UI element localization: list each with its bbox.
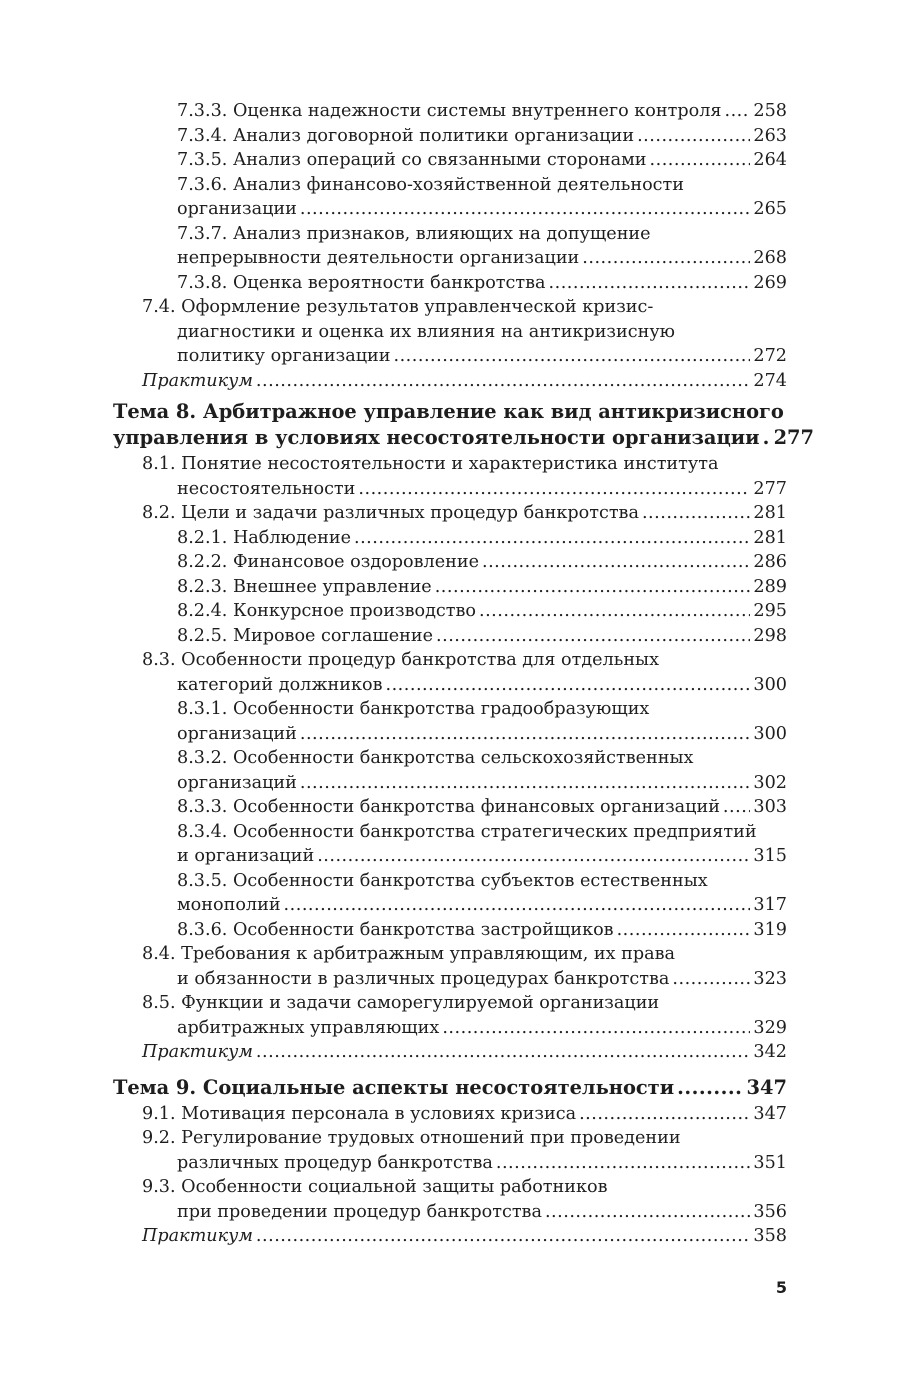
toc-entry-9-2[interactable] bbox=[113, 1126, 787, 1175]
page-ref: 323 bbox=[753, 968, 787, 989]
toc-entry-8-3-2[interactable] bbox=[113, 746, 787, 795]
entry-title: Внешнее управление bbox=[232, 576, 432, 597]
entry-title: Понятие несостоятельности и характеристика института bbox=[181, 454, 719, 474]
entry-title-continued: непрерывности деятельности организации bbox=[177, 248, 580, 268]
page-ref: 274 bbox=[753, 370, 787, 391]
toc-entry-8-1[interactable] bbox=[113, 452, 787, 501]
entry-title: Функции и задачи саморегулируемой организации bbox=[181, 993, 660, 1013]
dot-leader bbox=[256, 1040, 750, 1065]
toc-entry-8-5[interactable] bbox=[113, 991, 787, 1040]
dot-leader bbox=[358, 477, 750, 502]
entry-number: 8.5. bbox=[142, 993, 176, 1013]
entry-number: 8.3.5. bbox=[177, 870, 228, 891]
dot-leader bbox=[579, 1102, 750, 1127]
toc-entry-8-2-5[interactable] bbox=[113, 624, 787, 649]
entry-title-continued: организаций bbox=[177, 723, 297, 744]
dot-leader bbox=[763, 425, 771, 451]
entry-title-continued: и обязанности в различных процедурах банкротства bbox=[177, 968, 670, 989]
entry-number: 7.3.8. bbox=[177, 272, 228, 293]
entry-title: Конкурсное производство bbox=[232, 601, 476, 621]
dot-leader bbox=[482, 550, 750, 575]
entry-title-continued: различных процедур банкротства bbox=[177, 1152, 493, 1173]
dot-leader bbox=[442, 1016, 750, 1041]
toc-entry-7-3-3[interactable] bbox=[113, 99, 787, 124]
dot-leader bbox=[300, 722, 751, 747]
entry-number: 9.3. bbox=[142, 1177, 176, 1197]
entry-title: Мировое соглашение bbox=[232, 625, 434, 646]
page-ref: 329 bbox=[753, 1017, 787, 1038]
dot-leader bbox=[394, 344, 751, 369]
page-ref: 265 bbox=[753, 199, 787, 219]
toc-topic-8[interactable] bbox=[113, 399, 815, 451]
entry-number: 7.3.4. bbox=[177, 125, 228, 146]
page-ref: 300 bbox=[753, 723, 787, 744]
entry-title-continued: арбитражных управляющих bbox=[177, 1017, 440, 1038]
entry-title-continued: категорий должников bbox=[177, 674, 383, 695]
entry-number: 8.4. bbox=[142, 944, 176, 964]
entry-title-continued: при проведении процедур банкротства bbox=[177, 1201, 542, 1222]
page-ref: 315 bbox=[753, 846, 787, 866]
entry-title: Цели и задачи различных процедур банкротства bbox=[181, 503, 639, 523]
page-ref: 298 bbox=[753, 625, 787, 646]
entry-number: 7.3.3. bbox=[177, 101, 228, 121]
page-ref: 356 bbox=[753, 1201, 787, 1222]
page-ref: 277 bbox=[753, 478, 787, 499]
dot-leader bbox=[637, 124, 750, 149]
page-ref: 347 bbox=[746, 1075, 787, 1099]
toc-entry-8-3[interactable] bbox=[113, 648, 787, 697]
table-of-contents bbox=[113, 99, 815, 1249]
dot-leader bbox=[496, 1151, 751, 1176]
page-ref: 277 bbox=[773, 426, 815, 449]
entry-number: 7.3.6. bbox=[177, 174, 228, 195]
entry-title: Оценка вероятности банкротства bbox=[232, 272, 546, 293]
toc-entry-8-4[interactable] bbox=[113, 942, 787, 991]
page-ref: 319 bbox=[753, 919, 787, 940]
entry-title: Анализ операций со связанными сторонами bbox=[232, 150, 647, 170]
page-ref: 281 bbox=[753, 527, 787, 548]
entry-title: Особенности процедур банкротства для отдельных bbox=[181, 650, 659, 670]
entry-number: 8.1. bbox=[142, 454, 176, 474]
dot-leader bbox=[672, 967, 750, 992]
entry-title: Анализ признаков, влияющих на допущение bbox=[232, 223, 651, 244]
entry-title-continued: организаций bbox=[177, 772, 297, 793]
page-ref: 358 bbox=[753, 1226, 787, 1246]
page-ref: 264 bbox=[753, 150, 787, 170]
entry-title-continued: монополий bbox=[177, 895, 281, 915]
entry-number: 8.3.1. bbox=[177, 699, 228, 719]
entry-number: 9.1. bbox=[142, 1103, 176, 1124]
entry-number: 8.3. bbox=[142, 650, 176, 670]
toc-entry-8-2-3[interactable] bbox=[113, 575, 787, 600]
toc-entry-7-3-8[interactable] bbox=[113, 271, 787, 296]
entry-title: Особенности социальной защиты работников bbox=[181, 1177, 608, 1197]
entry-number: 9.2. bbox=[142, 1128, 176, 1148]
dot-leader bbox=[256, 1224, 750, 1249]
toc-entry-8-2[interactable] bbox=[113, 501, 787, 526]
entry-number: 7.4. bbox=[142, 297, 176, 317]
toc-entry-8-3-3[interactable] bbox=[113, 795, 787, 820]
dot-leader bbox=[642, 501, 750, 526]
dot-leader bbox=[435, 575, 751, 600]
page-ref: 302 bbox=[753, 772, 787, 793]
dot-leader bbox=[479, 599, 750, 624]
page-ref: 347 bbox=[753, 1103, 787, 1124]
entry-number: 8.3.6. bbox=[177, 919, 228, 940]
entry-number: 8.2.4. bbox=[177, 601, 228, 621]
entry-title-continued: политику организации bbox=[177, 346, 391, 366]
dot-leader bbox=[300, 771, 751, 796]
toc-entry-practicum-7[interactable] bbox=[113, 369, 787, 394]
dot-leader bbox=[723, 795, 750, 820]
page-number: 5 bbox=[775, 1278, 787, 1297]
entry-title: Особенности банкротства субъектов естественных bbox=[232, 870, 708, 891]
entry-title: Особенности банкротства застройщиков bbox=[232, 919, 614, 940]
dot-leader bbox=[617, 918, 751, 943]
page-ref: 286 bbox=[753, 552, 787, 572]
entry-title: Анализ договорной политики организации bbox=[232, 125, 635, 146]
page-ref: 295 bbox=[753, 601, 787, 621]
page-ref: 272 bbox=[753, 346, 787, 366]
dot-leader bbox=[582, 246, 750, 271]
entry-title: Мотивация персонала в условиях кризиса bbox=[181, 1103, 577, 1124]
toc-entry-8-3-1[interactable] bbox=[113, 697, 787, 746]
toc-entry-8-2-2[interactable] bbox=[113, 550, 787, 575]
entry-number: 8.3.3. bbox=[177, 797, 228, 817]
entry-number: 8.2.1. bbox=[177, 527, 228, 548]
entry-title: Анализ финансово-хозяйственной деятельности bbox=[232, 174, 684, 195]
dot-leader bbox=[677, 1075, 743, 1101]
dot-leader bbox=[354, 526, 750, 551]
dot-leader bbox=[385, 673, 750, 698]
page-ref: 258 bbox=[753, 101, 787, 121]
entry-number: 8.2. bbox=[142, 503, 176, 523]
toc-entry-7-3-6[interactable] bbox=[113, 173, 787, 222]
entry-title: Финансовое оздоровление bbox=[232, 552, 479, 572]
dot-leader bbox=[317, 844, 750, 869]
dot-leader bbox=[284, 893, 751, 918]
entry-title: Практикум bbox=[142, 1226, 253, 1246]
entry-title: Особенности банкротства сельскохозяйственных bbox=[232, 748, 694, 768]
topic-title: Тема 8. Арбитражное управление как вид антикризисного bbox=[113, 400, 784, 423]
entry-number: 8.3.2. bbox=[177, 748, 228, 768]
toc-entry-9-1[interactable] bbox=[113, 1102, 787, 1127]
toc-entry-8-3-5[interactable] bbox=[113, 869, 787, 918]
dot-leader bbox=[549, 271, 751, 296]
toc-entry-8-3-6[interactable] bbox=[113, 918, 787, 943]
entry-title: Особенности банкротства стратегических предприятий bbox=[232, 821, 757, 842]
dot-leader bbox=[545, 1200, 750, 1225]
entry-title: Практикум bbox=[142, 370, 253, 391]
toc-entry-7-4[interactable] bbox=[113, 295, 787, 369]
page-ref: 263 bbox=[753, 125, 787, 146]
entry-number: 7.3.7. bbox=[177, 223, 228, 244]
page-ref: 351 bbox=[753, 1152, 787, 1173]
entry-title-continued: диагностики и оценка их влияния на антикризисную bbox=[177, 321, 675, 342]
dot-leader bbox=[256, 369, 750, 394]
entry-title: Особенности банкротства финансовых организаций bbox=[232, 797, 720, 817]
toc-entry-8-2-4[interactable] bbox=[113, 599, 787, 624]
dot-leader bbox=[436, 624, 750, 649]
topic-title-continued: управления в условиях несостоятельности организации bbox=[113, 426, 760, 449]
dot-leader bbox=[650, 148, 751, 173]
entry-title: Оценка надежности системы внутреннего контроля bbox=[232, 101, 722, 121]
entry-title: Практикум bbox=[142, 1042, 253, 1062]
dot-leader bbox=[300, 197, 751, 222]
page-ref: 269 bbox=[753, 272, 787, 293]
entry-title: Наблюдение bbox=[232, 527, 351, 548]
toc-entry-practicum-8[interactable] bbox=[113, 1040, 787, 1065]
toc-entry-7-3-4[interactable] bbox=[113, 124, 787, 149]
page-ref: 317 bbox=[753, 895, 787, 915]
page-ref: 303 bbox=[753, 797, 787, 817]
entry-title: Регулирование трудовых отношений при проведении bbox=[181, 1128, 681, 1148]
entry-title: Особенности банкротства градообразующих bbox=[232, 699, 650, 719]
toc-topic-9[interactable] bbox=[113, 1075, 787, 1101]
page-ref: 289 bbox=[753, 576, 787, 597]
entry-number: 8.2.3. bbox=[177, 576, 228, 597]
entry-number: 8.2.5. bbox=[177, 625, 228, 646]
page-ref: 300 bbox=[753, 674, 787, 695]
toc-entry-9-3[interactable] bbox=[113, 1175, 787, 1224]
entry-title-continued: организации bbox=[177, 199, 297, 219]
dot-leader bbox=[724, 99, 750, 124]
entry-number: 7.3.5. bbox=[177, 150, 228, 170]
entry-title-continued: несостоятельности bbox=[177, 478, 356, 499]
topic-title: Тема 9. Социальные аспекты несостоятельности bbox=[113, 1075, 675, 1099]
page-ref: 342 bbox=[753, 1042, 787, 1062]
entry-title: Оформление результатов управленческой кризис- bbox=[181, 297, 654, 317]
toc-entry-8-3-4[interactable] bbox=[113, 820, 787, 869]
entry-number: 8.2.2. bbox=[177, 552, 228, 572]
entry-number: 8.3.4. bbox=[177, 821, 228, 842]
toc-entry-7-3-7[interactable] bbox=[113, 222, 787, 271]
page-ref: 268 bbox=[753, 248, 787, 268]
page-ref: 281 bbox=[753, 503, 787, 523]
entry-title-continued: и организаций bbox=[177, 846, 315, 866]
entry-title: Требования к арбитражным управляющим, их права bbox=[181, 944, 676, 964]
toc-entry-practicum-9[interactable] bbox=[113, 1224, 787, 1249]
toc-entry-8-2-1[interactable] bbox=[113, 526, 787, 551]
toc-entry-7-3-5[interactable] bbox=[113, 148, 787, 173]
